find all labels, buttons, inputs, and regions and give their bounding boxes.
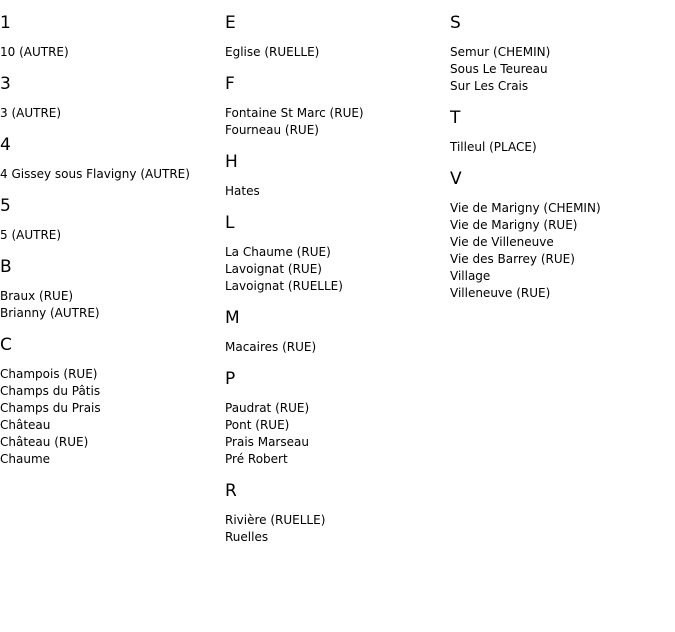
street-list	[0, 44, 225, 61]
street-link[interactable]: Fontaine St Marc (RUE)	[225, 106, 364, 120]
street-list-item	[450, 251, 675, 268]
street-list-item	[0, 383, 225, 400]
street-list-item	[225, 512, 450, 529]
letter-group	[225, 74, 450, 139]
street-list-item	[450, 217, 675, 234]
street-list	[0, 288, 225, 322]
street-list-item	[450, 78, 675, 95]
street-list-item	[450, 139, 675, 156]
street-link[interactable]: Eglise (RUELLE)	[225, 45, 320, 59]
street-list	[225, 105, 450, 139]
street-link[interactable]: Semur (CHEMIN)	[450, 45, 551, 59]
street-list	[450, 44, 675, 95]
street-link[interactable]: 3 (AUTRE)	[0, 106, 62, 120]
street-link[interactable]: La Chaume (RUE)	[225, 245, 331, 259]
street-link[interactable]: Prais Marseau	[225, 435, 309, 449]
street-list-item	[225, 44, 450, 61]
street-list	[225, 183, 450, 200]
street-list	[225, 339, 450, 356]
street-link[interactable]: Vie de Villeneuve	[450, 235, 554, 249]
street-list-item	[225, 278, 450, 295]
index-column-3	[450, 0, 675, 310]
street-link[interactable]: 4 Gissey sous Flavigny (AUTRE)	[0, 167, 190, 181]
letter-heading: P	[225, 369, 236, 389]
letter-group	[0, 135, 225, 183]
street-link[interactable]: Village	[450, 269, 491, 283]
street-list-item	[225, 261, 450, 278]
letter-heading: M	[225, 308, 240, 328]
letter-group	[225, 13, 450, 61]
letter-heading: H	[225, 152, 238, 172]
street-link[interactable]: Vie de Marigny (RUE)	[450, 218, 578, 232]
street-list-item	[0, 366, 225, 383]
street-list-item	[225, 122, 450, 139]
letter-heading: R	[225, 481, 237, 501]
street-list-item	[225, 183, 450, 200]
street-link[interactable]: Lavoignat (RUE)	[225, 262, 322, 276]
letter-heading: 4	[0, 135, 11, 155]
letter-heading: 1	[0, 13, 11, 33]
street-list	[225, 400, 450, 468]
street-list-item	[0, 288, 225, 305]
street-list-item	[0, 305, 225, 322]
street-link[interactable]: Château	[0, 418, 51, 432]
street-link[interactable]: 5 (AUTRE)	[0, 228, 62, 242]
letter-heading: E	[225, 13, 236, 33]
letter-group	[450, 13, 675, 95]
letter-heading: T	[450, 108, 461, 128]
street-list-item	[0, 434, 225, 451]
letter-group	[450, 108, 675, 156]
letter-heading: F	[225, 74, 235, 94]
street-list-item	[225, 105, 450, 122]
street-list-item	[0, 227, 225, 244]
street-link[interactable]: Fourneau (RUE)	[225, 123, 319, 137]
letter-group	[0, 257, 225, 322]
street-link[interactable]: Chaume	[0, 452, 51, 466]
street-link[interactable]: Lavoignat (RUELLE)	[225, 279, 343, 293]
street-list-item	[225, 529, 450, 546]
street-link[interactable]: Paudrat (RUE)	[225, 401, 310, 415]
letter-heading: 5	[0, 196, 11, 216]
street-list	[0, 366, 225, 468]
street-list	[225, 244, 450, 295]
street-list	[0, 166, 225, 183]
letter-heading: C	[0, 335, 12, 355]
street-link[interactable]: Vie de Marigny (CHEMIN)	[450, 201, 601, 215]
letter-group	[0, 13, 225, 61]
street-list-item	[450, 268, 675, 285]
street-list	[0, 227, 225, 244]
street-link[interactable]: Sous Le Teureau	[450, 62, 548, 76]
street-list	[225, 512, 450, 546]
street-list-item	[0, 417, 225, 434]
letter-group	[225, 481, 450, 546]
street-list	[225, 44, 450, 61]
letter-heading: V	[450, 169, 462, 189]
street-list-item	[225, 400, 450, 417]
street-list-item	[450, 44, 675, 61]
street-link[interactable]: Braux (RUE)	[0, 289, 74, 303]
street-list-item	[225, 434, 450, 451]
letter-group	[225, 213, 450, 295]
letter-group	[450, 169, 675, 302]
index-column-1	[0, 0, 225, 476]
street-link[interactable]: Hates	[225, 184, 260, 198]
street-list	[450, 139, 675, 156]
street-link[interactable]: Champs du Pâtis	[0, 384, 101, 398]
letter-heading: S	[450, 13, 461, 33]
street-list-item	[225, 339, 450, 356]
letter-heading: 3	[0, 74, 11, 94]
street-list-item	[450, 200, 675, 217]
street-link[interactable]: 10 (AUTRE)	[0, 45, 69, 59]
street-link[interactable]: Brianny (AUTRE)	[0, 306, 100, 320]
street-list-item	[0, 166, 225, 183]
letter-group	[225, 152, 450, 200]
street-link[interactable]: Ruelles	[225, 530, 269, 544]
street-list-item	[225, 451, 450, 468]
street-list-item	[0, 451, 225, 468]
street-list-item	[0, 105, 225, 122]
street-link[interactable]: Villeneuve (RUE)	[450, 286, 551, 300]
letter-group	[0, 74, 225, 122]
street-list-item	[450, 61, 675, 78]
street-link[interactable]: Tilleul (PLACE)	[450, 140, 537, 154]
index-column-2	[225, 0, 450, 554]
street-link[interactable]: Vie des Barrey (RUE)	[450, 252, 575, 266]
street-link[interactable]: Champs du Prais	[0, 401, 101, 415]
street-list	[0, 105, 225, 122]
street-link[interactable]: Macaires (RUE)	[225, 340, 317, 354]
letter-group	[0, 335, 225, 468]
street-list	[450, 200, 675, 302]
street-list-item	[0, 44, 225, 61]
street-link[interactable]: Pont (RUE)	[225, 418, 290, 432]
street-list-item	[225, 244, 450, 261]
street-list-item	[450, 234, 675, 251]
street-link[interactable]: Champois (RUE)	[0, 367, 98, 381]
letter-group	[225, 369, 450, 468]
street-link[interactable]: Pré Robert	[225, 452, 288, 466]
letter-heading: B	[0, 257, 12, 277]
street-link[interactable]: Rivière (RUELLE)	[225, 513, 326, 527]
street-list-item	[225, 417, 450, 434]
street-link[interactable]: Château (RUE)	[0, 435, 89, 449]
street-link[interactable]: Sur Les Crais	[450, 79, 529, 93]
letter-group	[0, 196, 225, 244]
street-list-item	[450, 285, 675, 302]
street-list-item	[0, 400, 225, 417]
letter-heading: L	[225, 213, 235, 233]
letter-group	[225, 308, 450, 356]
